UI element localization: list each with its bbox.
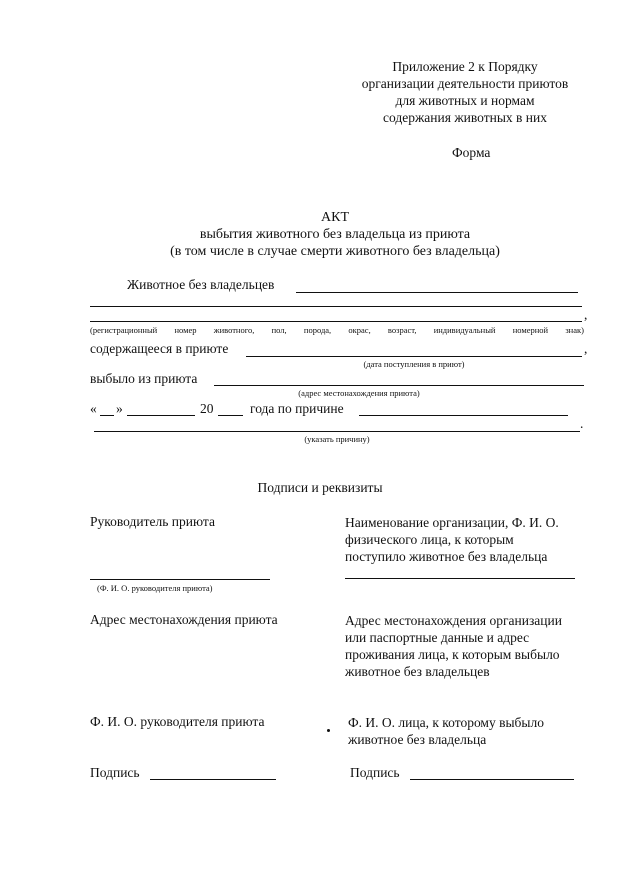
note-word: знак) xyxy=(565,325,584,335)
signatures-heading: Подписи и реквизиты xyxy=(257,480,383,495)
kept-note: (дата поступления в приют) xyxy=(363,359,465,369)
animal-field[interactable] xyxy=(296,292,578,293)
act-title: АКТ xyxy=(321,210,349,225)
head-fio-field[interactable] xyxy=(90,579,270,580)
note-word: пол, xyxy=(271,325,287,335)
kept-date-field[interactable] xyxy=(246,356,582,357)
shelter-address-label: Адрес местонахождения приюта xyxy=(90,612,278,627)
kept-label: содержащееся в приюте xyxy=(90,341,229,356)
date-close-quote: » xyxy=(116,401,123,416)
act-note: (в том числе в случае смерти животного без владельца) xyxy=(170,244,500,259)
left-address-field[interactable] xyxy=(214,385,584,386)
animal-field-line-3[interactable] xyxy=(90,321,582,322)
appendix-line: организации деятельности приютов xyxy=(361,76,569,91)
date-year-prefix: 20 xyxy=(200,401,214,416)
org-name-field[interactable] xyxy=(345,578,575,579)
note-word: (регистрационный xyxy=(90,325,158,335)
comma: , xyxy=(584,307,588,322)
note-word: возраст, xyxy=(387,325,417,335)
date-day-field[interactable] xyxy=(100,415,114,416)
note-word: порода, xyxy=(303,325,332,335)
appendix-line: для животных и нормам xyxy=(395,93,535,108)
reason-field-line-2[interactable] xyxy=(94,431,580,432)
period: . xyxy=(580,416,584,431)
appendix-line: Приложение 2 к Порядку xyxy=(392,59,538,74)
person-fio-line: Ф. И. О. лица, к которому выбыло xyxy=(348,715,544,730)
sign-right-label: Подпись xyxy=(350,765,400,780)
head-fio-label: Ф. И. О. руководителя приюта xyxy=(90,714,265,729)
reason-label: года по причине xyxy=(250,401,344,416)
document-title xyxy=(100,209,570,260)
person-fio-block xyxy=(348,714,598,748)
appendix-line: содержания животных в них xyxy=(383,110,547,125)
org-address-line: или паспортные данные и адрес xyxy=(345,630,530,645)
date-year-field[interactable] xyxy=(218,415,243,416)
sign-left-field[interactable] xyxy=(150,779,276,780)
head-fio-note: (Ф. И. О. руководителя приюта) xyxy=(97,583,213,593)
note-word: окрас, xyxy=(348,325,371,335)
form-label: Форма xyxy=(452,145,491,160)
animal-label: Животное без владельцев xyxy=(127,277,275,292)
head-label: Руководитель приюта xyxy=(90,514,215,529)
left-note: (адрес местонахождения приюта) xyxy=(298,388,420,398)
reason-field[interactable] xyxy=(359,415,568,416)
comma: , xyxy=(584,341,588,356)
date-month-field[interactable] xyxy=(127,415,195,416)
animal-note xyxy=(90,325,584,335)
org-address-line: животное без владельцев xyxy=(345,664,490,679)
org-address-line: проживания лица, к которым выбыло xyxy=(345,647,560,662)
animal-field-line-2[interactable] xyxy=(90,306,582,307)
act-subtitle: выбытия животного без владельца из приюта xyxy=(199,227,471,242)
reason-note: (указать причину) xyxy=(304,434,370,444)
scan-dot xyxy=(327,729,330,732)
date-open-quote: « xyxy=(90,401,97,416)
note-word: животного, xyxy=(213,325,255,335)
org-address-block xyxy=(345,612,595,680)
person-fio-line: животное без владельца xyxy=(348,732,487,747)
org-address-line: Адрес местонахождения организации xyxy=(345,613,562,628)
note-word: индивидуальный xyxy=(433,325,496,335)
org-block xyxy=(345,514,595,565)
note-word: номер xyxy=(174,325,197,335)
org-line: поступило животное без владельца xyxy=(345,549,548,564)
left-label: выбыло из приюта xyxy=(90,371,198,386)
org-line: Наименование организации, Ф. И. О. xyxy=(345,515,559,530)
appendix-block xyxy=(340,58,590,126)
sign-left-label: Подпись xyxy=(90,765,140,780)
sign-right-field[interactable] xyxy=(410,779,574,780)
org-line: физического лица, к которым xyxy=(345,532,514,547)
note-word: номерной xyxy=(512,325,549,335)
